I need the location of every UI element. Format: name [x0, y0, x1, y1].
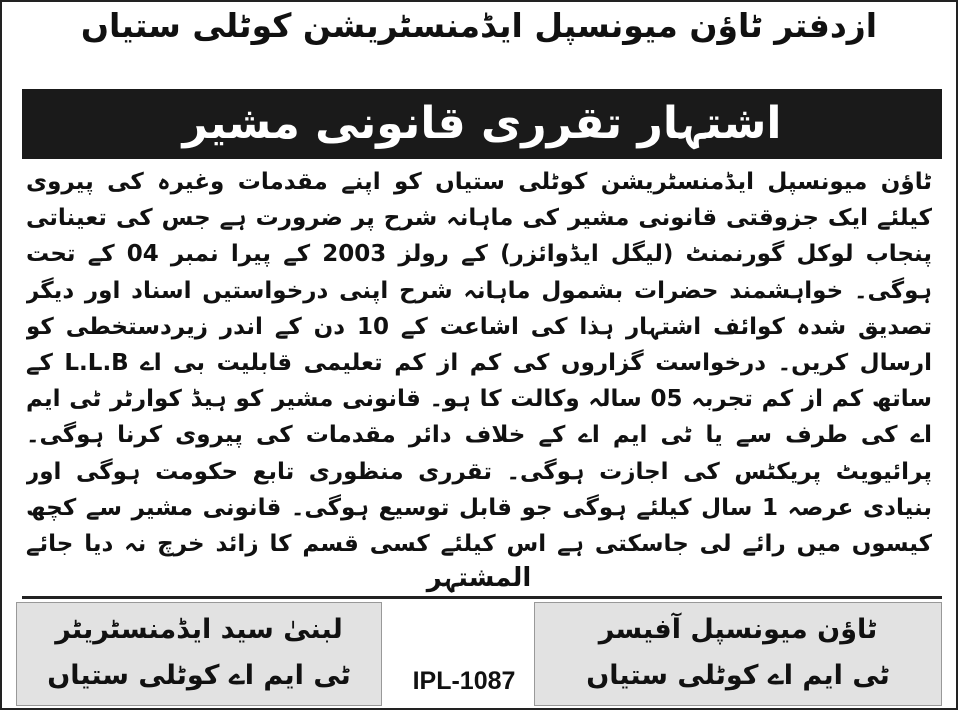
signatory-administrator — [16, 602, 382, 706]
signatory-tmo — [534, 602, 942, 706]
advertisement-body — [26, 164, 932, 562]
signatory-administrator-name: لبنیٰ سید ایڈمنسٹریٹر — [55, 614, 343, 645]
office-heading: ازدفتر ٹاؤن میونسپل ایڈمنسٹریشن کوٹلی ستیاں — [80, 6, 878, 45]
reference-code: IPL-1087 — [412, 667, 516, 695]
divider — [22, 596, 942, 599]
advertisement-title: اشتہار تقرری قانونی مشیر — [22, 89, 942, 159]
signatory-tmo-office: ٹی ایم اے کوٹلی ستیاں — [586, 660, 890, 691]
announcer-label: المشتہر — [426, 563, 532, 593]
body-paragraph: ٹاؤن میونسپل ایڈمنسٹریشن کوٹلی ستیاں کو اپنے مقدمات وغیرہ کی پیروی کیلئے ایک جزوقتی قانونی مشیر کی ماہانہ شرح پر ضرورت ہے جس کی تعیناتی پنجاب لوکل گورنمنٹ (لیگل ایڈوائزر) کے رولز 2003 کے پیرا نمبر 04 کے تحت ہوگی۔ خواہشمند حضرات بشمول ماہانہ شرح اپنی درخواستیں اسناد اور دیگر تصدیق شدہ کوائف اشتہار ہذا کی اشاعت کے 10 دن کے اندر زیردستخطی کو ارسال کریں۔ درخواست گزاروں کی کم از کم تعلیمی قابلیت بی اے L.L.B کے ساتھ کم از کم تجربہ 05 سالہ وکالت کا ہو۔ قانونی مشیر کو ہیڈ کوارٹر ٹی ایم اے کی طرف سے یا ٹی ایم اے کے خلاف دائر مقدمات کی پیروی کرنا ہوگی۔ پرائیویٹ پریکٹس کی اجازت ہوگی۔ تقرری منظوری تابع حکومت ہوگی اور بنیادی عرصہ 1 سال کیلئے ہوگی جو قابل توسیع ہوگی۔ قانونی مشیر سے کچھ کیسوں میں رائے لی جاسکتی ہے اس کیلئے کسی قسم کا زائد خرچ نہ دیا جائے — [26, 169, 932, 558]
signatory-tmo-title: ٹاؤن میونسپل آفیسر — [598, 614, 878, 645]
signatory-administrator-office: ٹی ایم اے کوٹلی ستیاں — [47, 660, 351, 691]
